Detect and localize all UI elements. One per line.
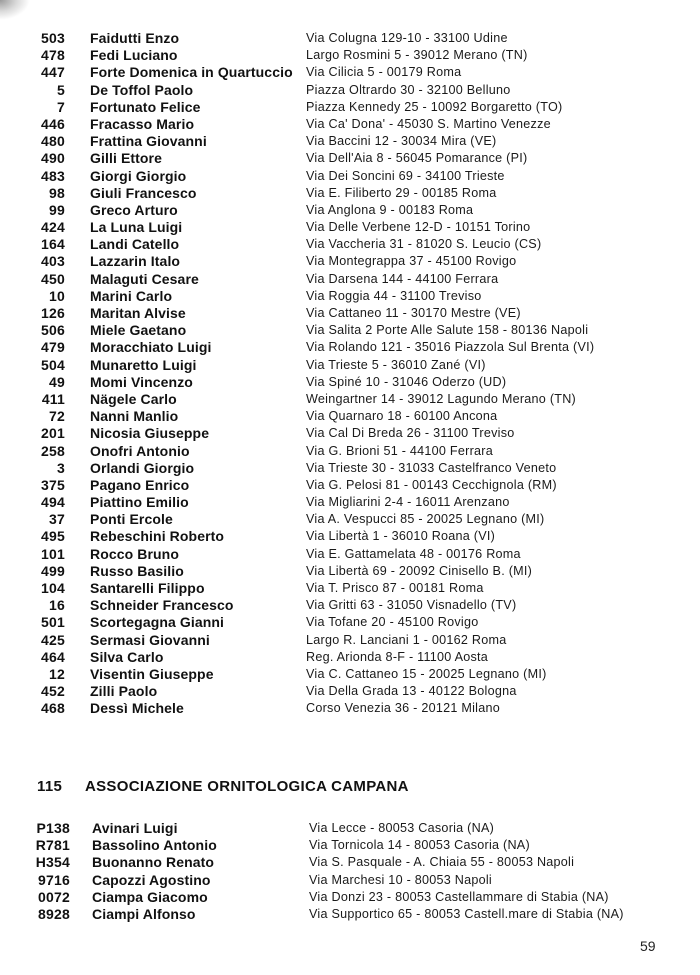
member-row	[0, 597, 700, 614]
member-number: 452	[41, 683, 65, 700]
member-address: Via T. Prisco 87 - 00181 Roma	[306, 581, 484, 595]
member-address: Via Baccini 12 - 30034 Mira (VE)	[306, 134, 497, 149]
member-address: Via Salita 2 Porte Alle Salute 158 - 80136 Napoli	[306, 323, 589, 338]
member-name: Fracasso Mario	[90, 115, 195, 132]
member-row	[0, 614, 700, 631]
member-address: Via A. Vespucci 85 - 20025 Legnano (MI)	[306, 512, 545, 527]
member-name: Maritan Alvise	[90, 305, 186, 321]
member-row	[0, 580, 700, 597]
member-number: 10	[49, 287, 65, 304]
member-row	[0, 322, 700, 339]
member-name: Malaguti Cesare	[90, 270, 199, 287]
member-address: Via G. Brioni 51 - 44100 Ferrara	[306, 443, 493, 458]
member-row	[0, 82, 700, 99]
member-number: 0072	[38, 888, 70, 905]
member-name: Moracchiato Luigi	[90, 339, 212, 356]
member-address: Via Rolando 121 - 35016 Piazzola Sul Brenta (VI)	[306, 340, 595, 355]
member-number: 501	[41, 614, 65, 631]
member-name: Capozzi Agostino	[92, 871, 211, 888]
member-address: Via Cal Di Breda 26 - 31100 Treviso	[306, 426, 515, 441]
member-number: 425	[41, 631, 65, 648]
member-number: 375	[41, 476, 65, 493]
member-address: Via Tornicola 14 - 80053 Casoria (NA)	[309, 838, 530, 853]
member-name: Nägele Carlo	[90, 390, 177, 407]
member-name: Buonanno Renato	[92, 854, 215, 871]
member-name: Landi Catello	[90, 236, 180, 253]
member-number: 468	[41, 700, 65, 717]
member-address: Via Donzi 23 - 80053 Castellammare di Stabia (NA)	[309, 889, 609, 904]
member-number: 5	[57, 81, 65, 98]
member-number: 16	[49, 597, 65, 614]
member-row	[0, 700, 700, 717]
member-number: 483	[41, 167, 65, 184]
member-name: Orlandi Giorgio	[90, 459, 195, 476]
member-name: Giuli Francesco	[90, 184, 197, 201]
member-name: Ciampa Giacomo	[92, 888, 208, 905]
member-name: Giorgi Giorgio	[90, 167, 187, 184]
member-address: Via Ca' Dona' - 45030 S. Martino Venezze	[306, 116, 551, 131]
member-number: 8928	[38, 905, 70, 922]
member-name: Frattina Giovanni	[90, 133, 207, 150]
member-row	[0, 64, 700, 81]
member-row	[0, 854, 700, 871]
member-number: 101	[41, 545, 65, 562]
member-row	[0, 391, 700, 408]
member-number: 37	[49, 511, 65, 528]
member-address: Via Montegrappa 37 - 45100 Rovigo	[306, 254, 517, 269]
member-name: Miele Gaetano	[90, 322, 187, 339]
member-name: Avinari Luigi	[92, 820, 178, 836]
member-name: Faidutti Enzo	[90, 30, 180, 46]
member-address: Largo R. Lanciani 1 - 00162 Roma	[306, 632, 507, 647]
member-list	[0, 30, 700, 718]
member-address: Corso Venezia 36 - 20121 Milano	[306, 701, 500, 716]
member-address: Via Tofane 20 - 45100 Rovigo	[306, 615, 479, 630]
member-number: 49	[49, 373, 65, 390]
member-row	[0, 271, 700, 288]
member-name: Dessì Michele	[90, 700, 184, 717]
member-row	[0, 339, 700, 356]
member-address: Via Cattaneo 11 - 30170 Mestre (VE)	[306, 306, 521, 320]
member-number: 490	[41, 150, 65, 167]
member-row	[0, 872, 700, 889]
member-number: 495	[41, 528, 65, 545]
member-address: Largo Rosmini 5 - 39012 Merano (TN)	[306, 48, 528, 63]
member-number: 424	[41, 219, 65, 236]
member-address: Via Roggia 44 - 31100 Treviso	[306, 288, 482, 303]
member-name: Visentin Giuseppe	[90, 665, 214, 682]
member-row	[0, 563, 700, 580]
member-name: Schneider Francesco	[90, 597, 234, 614]
member-row	[0, 253, 700, 270]
member-address: Via Gritti 63 - 31050 Visnadello (TV)	[306, 598, 517, 613]
member-name: Nanni Manlio	[90, 408, 179, 425]
member-name: Munaretto Luigi	[90, 356, 197, 373]
member-name: Zilli Paolo	[90, 683, 158, 700]
member-row	[0, 305, 700, 322]
member-name: Piattino Emilio	[90, 494, 189, 511]
member-address: Via G. Pelosi 81 - 00143 Cecchignola (RM)	[306, 477, 557, 492]
member-row	[0, 357, 700, 374]
section-heading	[37, 778, 409, 795]
section-number: 115	[37, 778, 63, 795]
member-row	[0, 649, 700, 666]
member-row	[0, 666, 700, 683]
member-row	[0, 528, 700, 545]
member-address: Via Marchesi 10 - 80053 Napoli	[309, 872, 492, 887]
member-row	[0, 425, 700, 442]
member-address: Via Dell'Aia 8 - 56045 Pomarance (PI)	[306, 151, 528, 166]
section-title: ASSOCIAZIONE ORNITOLOGICA CAMPANA	[85, 778, 409, 795]
member-number: 3	[57, 459, 65, 476]
member-name: Scortegagna Gianni	[90, 614, 225, 631]
member-address: Piazza Kennedy 25 - 10092 Borgaretto (TO)	[306, 99, 563, 114]
member-address: Via Spiné 10 - 31046 Oderzo (UD)	[306, 374, 507, 389]
member-number: 450	[41, 270, 65, 287]
member-row	[0, 236, 700, 253]
member-number: 164	[41, 236, 65, 253]
member-number: 403	[41, 253, 65, 270]
member-name: Onofri Antonio	[90, 442, 190, 459]
member-number: 12	[49, 665, 65, 682]
member-name: Ciampi Alfonso	[92, 905, 196, 922]
member-row	[0, 889, 700, 906]
member-number: 98	[49, 184, 65, 201]
member-number: 104	[41, 580, 65, 596]
member-row	[0, 185, 700, 202]
member-address: Via Quarnaro 18 - 60100 Ancona	[306, 409, 498, 424]
member-row	[0, 443, 700, 460]
member-address: Via Lecce - 80053 Casoria (NA)	[309, 821, 495, 835]
member-row	[0, 837, 700, 854]
member-number: 478	[41, 47, 65, 64]
member-name: Silva Carlo	[90, 648, 164, 665]
member-row	[0, 202, 700, 219]
member-address: Via S. Pasquale - A. Chiaia 55 - 80053 Napoli	[309, 855, 575, 870]
member-number: 99	[49, 201, 65, 218]
member-row	[0, 374, 700, 391]
section-member-list	[0, 820, 700, 923]
member-number: 72	[49, 408, 65, 425]
member-name: Sermasi Giovanni	[90, 631, 210, 648]
member-row	[0, 820, 700, 837]
member-number: 499	[41, 562, 65, 579]
member-number: 126	[41, 305, 65, 321]
member-address: Via C. Cattaneo 15 - 20025 Legnano (MI)	[306, 666, 547, 681]
member-number: 9716	[38, 871, 70, 888]
member-row	[0, 150, 700, 167]
member-name: Forte Domenica in Quartuccio	[90, 64, 293, 81]
member-name: Nicosia Giuseppe	[90, 425, 210, 442]
member-number: 447	[41, 64, 65, 81]
member-row	[0, 219, 700, 236]
member-row	[0, 460, 700, 477]
member-number: 446	[41, 115, 65, 132]
member-row	[0, 288, 700, 305]
member-address: Reg. Arionda 8-F - 11100 Aosta	[306, 649, 489, 664]
member-number: H354	[35, 854, 70, 871]
member-name: Momi Vincenzo	[90, 373, 193, 390]
member-number: 479	[41, 339, 65, 356]
member-row	[0, 408, 700, 425]
member-row	[0, 511, 700, 528]
member-number: 494	[41, 494, 65, 511]
member-name: Rebeschini Roberto	[90, 528, 225, 545]
member-address: Via Delle Verbene 12-D - 10151 Torino	[306, 220, 531, 235]
member-name: Fedi Luciano	[90, 47, 178, 64]
page-number: 59	[640, 938, 656, 954]
member-address: Via E. Gattamelata 48 - 00176 Roma	[306, 546, 521, 561]
member-number: 504	[41, 356, 65, 373]
member-row	[0, 632, 700, 649]
member-number: 480	[41, 133, 65, 150]
member-row	[0, 133, 700, 150]
member-number: 258	[41, 442, 65, 459]
member-name: Russo Basilio	[90, 562, 184, 579]
member-row	[0, 683, 700, 700]
member-row	[0, 168, 700, 185]
member-number: 464	[41, 648, 65, 665]
member-name: Lazzarin Italo	[90, 253, 181, 270]
member-row	[0, 906, 700, 923]
member-name: Rocco Bruno	[90, 545, 179, 562]
member-number: 411	[41, 390, 65, 407]
scan-corner-shadow	[0, 0, 30, 20]
member-number: 506	[41, 322, 65, 339]
member-number: P138	[36, 820, 70, 836]
member-address: Via Libertà 1 - 36010 Roana (VI)	[306, 529, 496, 544]
member-address: Weingartner 14 - 39012 Lagundo Merano (TN)	[306, 391, 576, 406]
member-name: De Toffol Paolo	[90, 81, 194, 98]
member-name: Pagano Enrico	[90, 476, 190, 493]
member-row	[0, 47, 700, 64]
member-address: Via Colugna 129-10 - 33100 Udine	[306, 31, 508, 45]
member-address: Via Vaccheria 31 - 81020 S. Leucio (CS)	[306, 237, 542, 252]
member-address: Via Trieste 5 - 36010 Zané (VI)	[306, 357, 486, 372]
member-row	[0, 30, 700, 47]
member-row	[0, 116, 700, 133]
member-row	[0, 546, 700, 563]
member-address: Via Della Grada 13 - 40122 Bologna	[306, 684, 517, 699]
member-number: 7	[57, 98, 65, 115]
member-address: Via E. Filiberto 29 - 00185 Roma	[306, 185, 497, 200]
member-address: Via Libertà 69 - 20092 Cinisello B. (MI)	[306, 563, 533, 578]
member-address: Piazza Oltrardo 30 - 32100 Belluno	[306, 82, 511, 97]
member-name: Fortunato Felice	[90, 98, 201, 115]
member-number: 201	[41, 425, 65, 442]
member-row	[0, 477, 700, 494]
member-name: Bassolino Antonio	[92, 837, 217, 854]
member-name: La Luna Luigi	[90, 219, 183, 236]
member-name: Ponti Ercole	[90, 511, 173, 528]
member-row	[0, 99, 700, 116]
member-address: Via Darsena 144 - 44100 Ferrara	[306, 271, 499, 286]
member-row	[0, 494, 700, 511]
member-address: Via Dei Soncini 69 - 34100 Trieste	[306, 168, 505, 183]
member-name: Greco Arturo	[90, 201, 178, 218]
member-address: Via Anglona 9 - 00183 Roma	[306, 202, 474, 217]
member-address: Via Trieste 30 - 31033 Castelfranco Veneto	[306, 460, 557, 475]
member-address: Via Supportico 65 - 80053 Castell.mare di Stabia (NA)	[309, 906, 624, 921]
member-number: R781	[35, 837, 70, 854]
member-name: Gilli Ettore	[90, 150, 162, 167]
member-number: 503	[41, 30, 65, 46]
member-address: Via Migliarini 2-4 - 16011 Arenzano	[306, 495, 510, 510]
member-name: Santarelli Filippo	[90, 580, 205, 596]
member-name: Marini Carlo	[90, 287, 173, 304]
member-address: Via Cilicia 5 - 00179 Roma	[306, 65, 462, 80]
